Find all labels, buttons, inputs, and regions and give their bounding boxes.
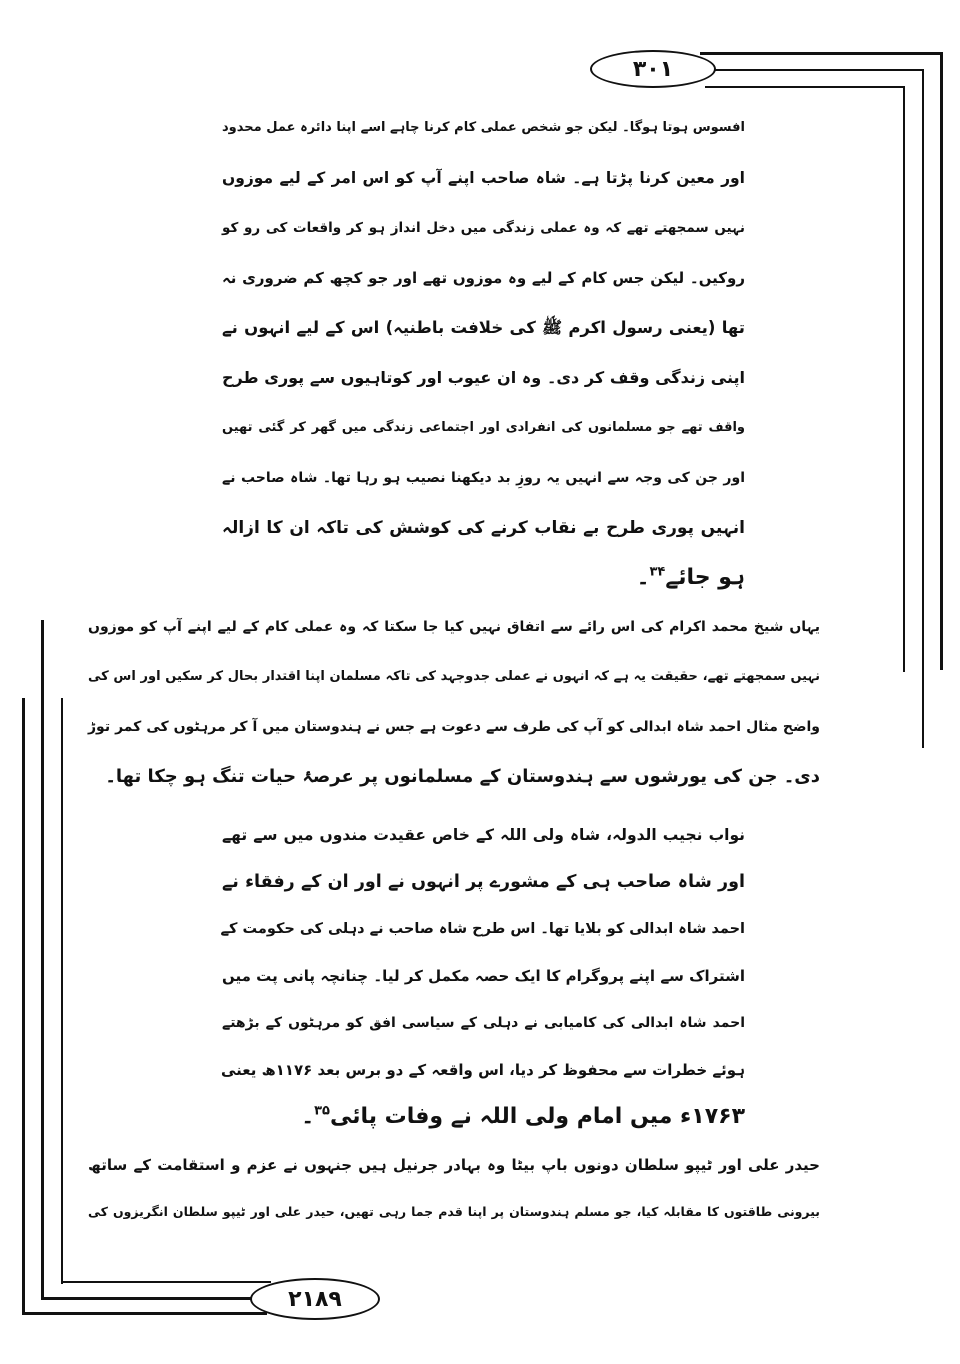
- text-line: اور معین کرنا پڑتا ہے۔ شاہ صاحب اپنے آپ کو اس امر کے لیے موزوں: [222, 169, 745, 187]
- text-line: احمد شاہ ابدالی کی کامیابی نے دہلی کے سیاسی افق کو مرہٹوں کے بڑھتے: [222, 1015, 745, 1031]
- footnote-marker: ۳۴: [649, 564, 666, 580]
- full-stop: ۔: [636, 565, 650, 590]
- text-line-fragment: ہو جائے: [665, 565, 745, 590]
- frame-rule: [940, 52, 943, 670]
- text-line: بیرونی طاقتوں کا مقابلہ کیا، جو مسلم ہندوستان پر اپنا قدم جما رہی تھیں، حیدر علی اور ٹیپو سلطان انگریزوں کی: [88, 1204, 820, 1219]
- frame-rule: [22, 698, 25, 1315]
- frame-rule: [922, 69, 924, 748]
- text-line: تھا (یعنی رسول اکرم ﷺ کی خلافت باطنیہ) اس کے لیے انہوں نے: [222, 318, 745, 337]
- text-line: نواب نجیب الدولہ، شاہ ولی اللہ کے خاص عقیدت مندوں میں سے تھے: [222, 826, 745, 844]
- page-number-bottom-text: ۲۱۸۹: [288, 1286, 342, 1312]
- page-number-bottom: [250, 1278, 380, 1320]
- footnote-marker: ۳۵: [314, 1103, 330, 1119]
- frame-rule: [41, 620, 44, 1300]
- frame-rule: [61, 1281, 271, 1283]
- text-line: اپنی زندگی وقف کر دی۔ وہ ان عیوب اور کوتاہیوں سے پوری طرح: [222, 368, 745, 387]
- text-line: حیدر علی اور ٹیپو سلطان دونوں باپ بیٹا وہ بہادر جرنیل ہیں جنہوں نے عزم و استقامت کے ساتھ: [88, 1156, 820, 1174]
- text-line-last: [222, 558, 745, 598]
- text-line: احمد شاہ ابدالی کو بلایا تھا۔ اس طرح شاہ صاحب نے دہلی کی حکومت کے: [220, 921, 745, 937]
- frame-rule: [22, 1312, 267, 1315]
- frame-rule: [712, 69, 924, 71]
- text-line: اور جن کی وجہ سے انہیں یہ روزِ بد دیکھنا نصیب ہو رہا تھا۔ شاہ صاحب نے: [222, 470, 745, 486]
- text-line: یہاں شیخ محمد اکرام کی اس رائے سے اتفاق نہیں کیا جا سکتا کہ وہ عملی کام کے لیے اپنے آپ کو موزوں: [88, 619, 820, 635]
- text-line: واضح مثال احمد شاہ ابدالی کو آپ کی طرف سے دعوت ہے جس نے ہندوستان میں آ کر مرہٹوں کی کمر توڑ: [88, 719, 820, 735]
- full-stop: ۔: [301, 1104, 315, 1129]
- text-line-last: دی۔ جن کی یورشوں سے ہندوستان کے مسلمانوں پر عرصۂ حیات تنگ ہو چکا تھا۔: [105, 766, 820, 787]
- frame-rule: [61, 698, 63, 1284]
- text-line: انہیں پوری طرح بے نقاب کرنے کی کوشش کی تاکہ ان کا ازالہ: [222, 518, 745, 538]
- frame-rule: [903, 86, 905, 672]
- text-line: ہوئے خطرات سے محفوظ کر دیا، اس واقعہ کے دو برس بعد ۱۱۷۶ھ یعنی: [220, 1061, 745, 1079]
- page-number-top: [590, 50, 716, 88]
- text-line-fragment: ۱۷۶۳ء میں امام ولی اللہ نے وفات پائی: [329, 1104, 745, 1129]
- text-line: اور شاہ صاحب ہی کے مشورے پر انہوں نے اور ان کے رفقاء نے: [222, 872, 745, 892]
- frame-rule: [41, 1297, 256, 1300]
- text-line: واقف تھے جو مسلمانوں کی انفرادی اور اجتماعی زندگی میں گھر کر گئی تھیں: [222, 420, 745, 435]
- text-line-last: [222, 1097, 745, 1137]
- frame-rule: [700, 52, 943, 55]
- text-line: روکیں۔ لیکن جس کام کے لیے وہ موزوں تھے اور جو کچھ کم ضروری نہ: [222, 269, 745, 287]
- page-number-top-text: ۳۰۱: [632, 56, 674, 82]
- text-line: نہیں سمجھتے تھے کہ وہ عملی زندگی میں دخل انداز ہو کر واقعات کی رو کو: [222, 220, 745, 236]
- text-line: افسوس ہوتا ہوگا۔ لیکن جو شخص عملی کام کرنا چاہے اسے اپنا دائرہ عمل محدود: [222, 120, 745, 135]
- frame-rule: [705, 86, 905, 88]
- text-line: نہیں سمجھتے تھے، حقیقت یہ ہے کہ انہوں نے عملی جدوجہد کی تاکہ مسلمان اپنا اقتدار بحال کر سکیں اور اس کی: [88, 669, 820, 684]
- text-line: اشتراک سے اپنے پروگرام کا ایک حصہ مکمل کر لیا۔ چنانچہ پانی پت میں: [222, 967, 745, 985]
